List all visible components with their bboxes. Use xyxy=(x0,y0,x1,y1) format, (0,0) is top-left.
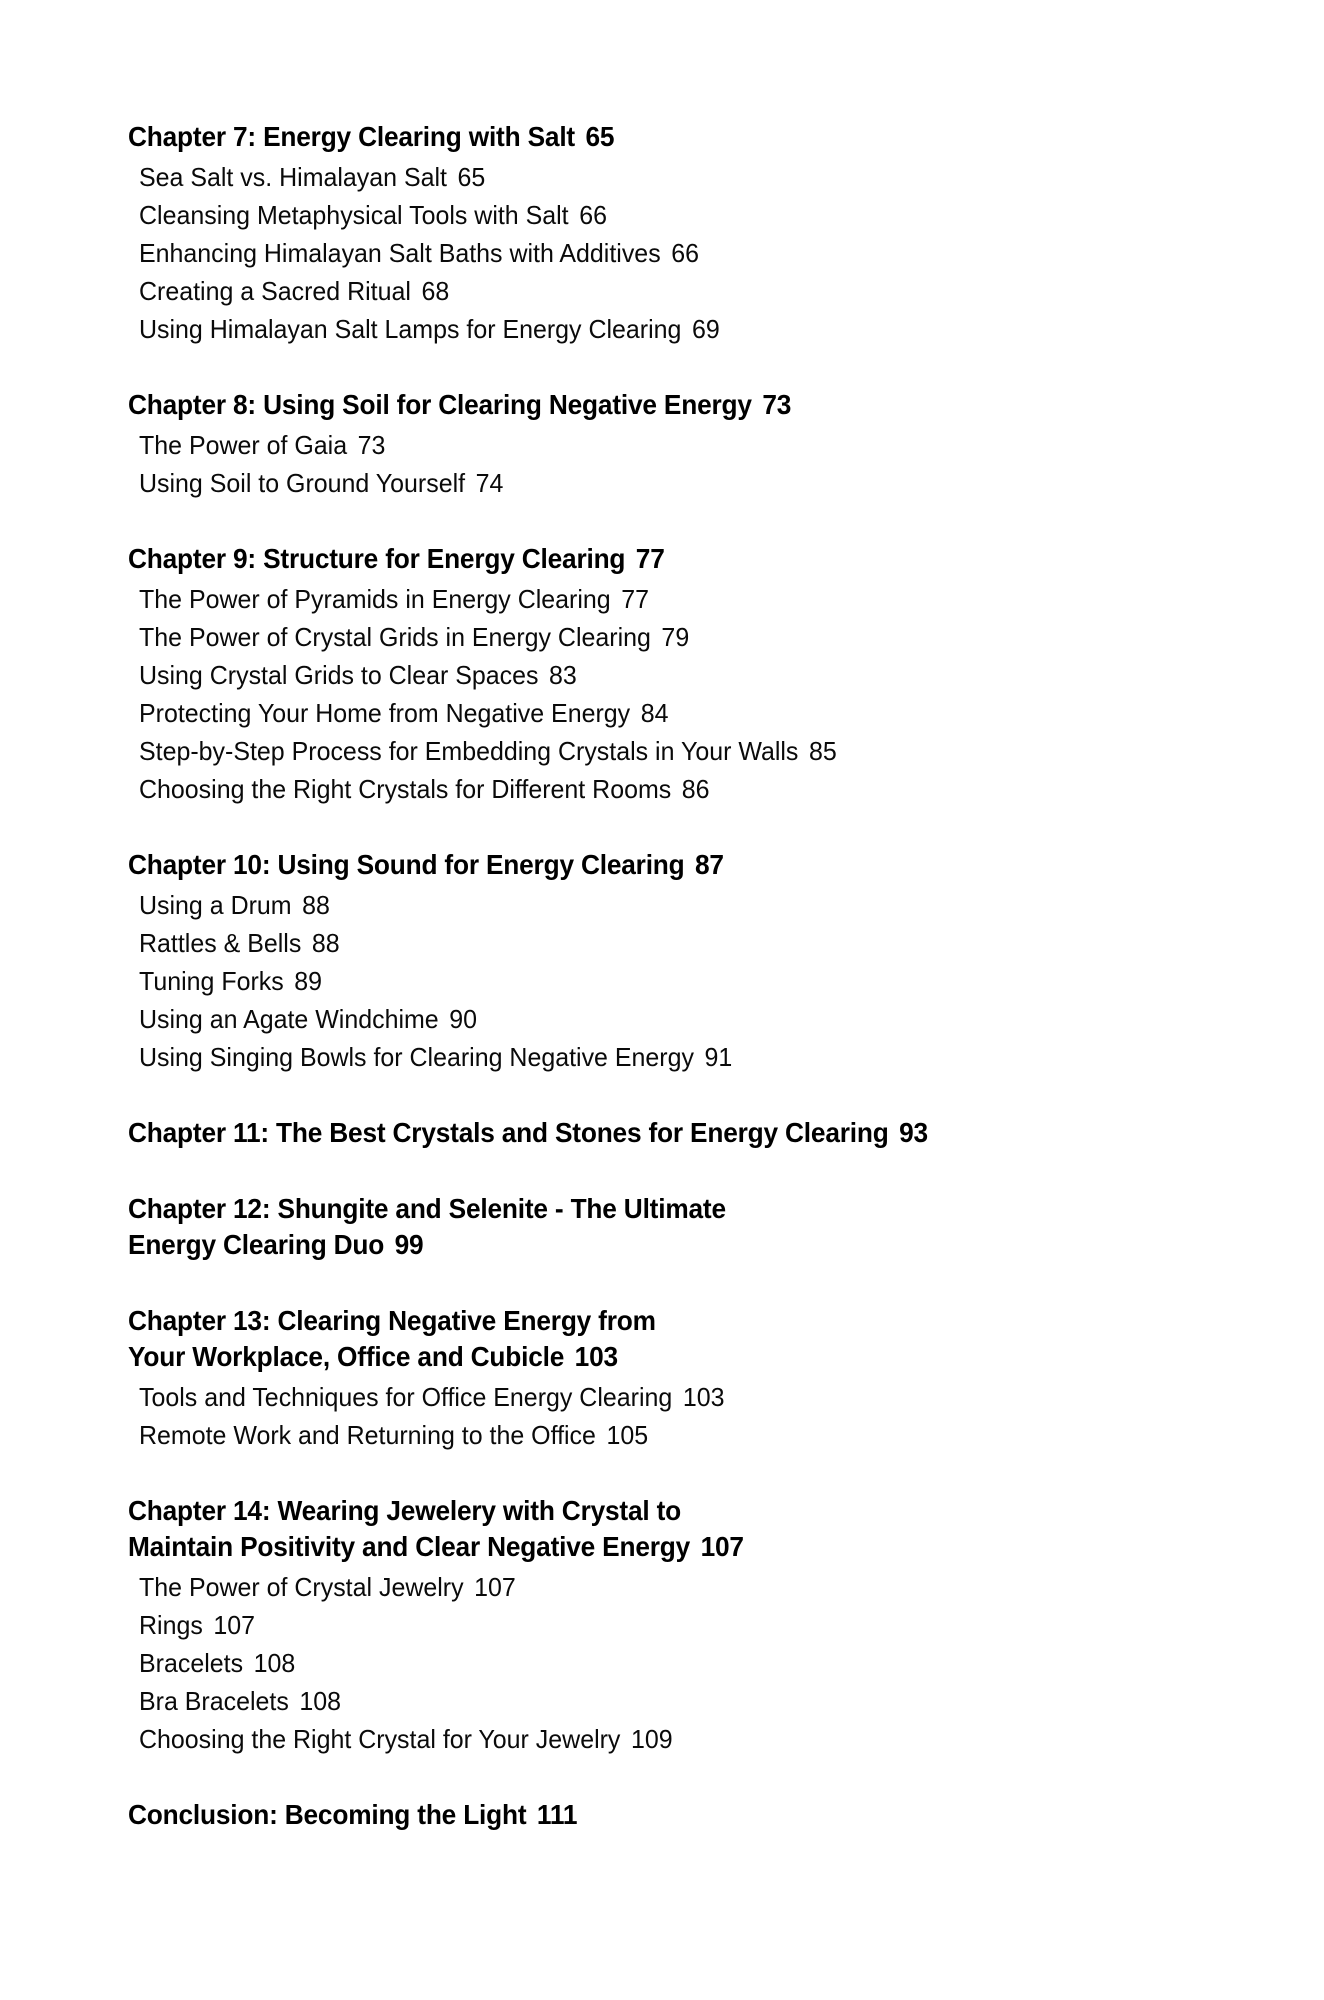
toc-subsection-page-number: 91 xyxy=(704,1042,733,1072)
toc-subsection-page-number: 73 xyxy=(357,430,386,460)
toc-subsection-label: Choosing the Right Crystal for Your Jewelry xyxy=(139,1724,621,1754)
toc-subsection-label: Cleansing Metaphysical Tools with Salt xyxy=(139,200,569,230)
toc-chapter-title[interactable] xyxy=(128,386,1175,424)
toc-subsection-item[interactable] xyxy=(139,196,1181,234)
toc-subsection-page-number: 85 xyxy=(808,736,837,766)
toc-subsection-label: Rings xyxy=(139,1610,203,1640)
toc-subsection-label: Creating a Sacred Ritual xyxy=(139,276,411,306)
toc-chapter-label: Chapter 11: The Best Crystals and Stones for Energy Clearing xyxy=(128,1117,889,1148)
toc-subsection-page-number: 108 xyxy=(253,1648,296,1678)
toc-subsection-label: Tuning Forks xyxy=(139,966,284,996)
toc-subsection-label: Using Himalayan Salt Lamps for Energy Clearing xyxy=(139,314,682,344)
toc-subsection-page-number: 86 xyxy=(681,774,710,804)
toc-subsection-item[interactable] xyxy=(139,464,1181,502)
toc-chapter-title[interactable] xyxy=(128,1302,1175,1340)
toc-subsection-page-number: 77 xyxy=(621,584,649,614)
toc-subsection-page-number: 66 xyxy=(579,200,607,230)
toc-chapter-label: Maintain Positivity and Clear Negative Energy xyxy=(128,1531,691,1562)
toc-subsection-label: Enhancing Himalayan Salt Baths with Additives xyxy=(139,238,661,268)
toc-subsection-page-number: 83 xyxy=(549,660,577,690)
toc-subsection-page-number: 90 xyxy=(449,1004,478,1034)
toc-subsection-page-number: 103 xyxy=(682,1382,725,1412)
toc-subsection-page-number: 69 xyxy=(691,314,720,344)
toc-chapter-label: Chapter 12: Shungite and Selenite - The Ultimate xyxy=(128,1193,726,1224)
toc-subsection-list xyxy=(128,886,1224,1076)
toc-subsection-item[interactable] xyxy=(139,1416,1181,1454)
toc-subsection-page-number: 88 xyxy=(311,928,340,958)
toc-subsection-label: Sea Salt vs. Himalayan Salt xyxy=(139,162,447,192)
toc-chapter-title[interactable] xyxy=(128,1528,1175,1566)
toc-subsection-list xyxy=(128,580,1224,808)
toc-chapter-page-number: 99 xyxy=(394,1229,424,1260)
toc-chapter-label: Chapter 9: Structure for Energy Clearing xyxy=(128,543,626,574)
toc-subsection-item[interactable] xyxy=(139,426,1181,464)
toc-chapter-title[interactable] xyxy=(128,1226,1175,1264)
toc-chapter-title[interactable] xyxy=(128,1796,1175,1834)
toc-subsection-item[interactable] xyxy=(139,1720,1181,1758)
toc-chapter-block xyxy=(128,540,1224,808)
toc-chapter-page-number: 111 xyxy=(536,1799,578,1830)
toc-subsection-item[interactable] xyxy=(139,1568,1181,1606)
toc-subsection-page-number: 89 xyxy=(294,966,323,996)
toc-subsection-page-number: 105 xyxy=(606,1420,649,1450)
toc-subsection-page-number: 84 xyxy=(640,698,669,728)
toc-subsection-item[interactable] xyxy=(139,580,1181,618)
toc-subsection-label: Bra Bracelets xyxy=(139,1686,289,1716)
toc-subsection-item[interactable] xyxy=(139,656,1181,694)
toc-subsection-list xyxy=(128,1568,1224,1758)
toc-subsection-page-number: 65 xyxy=(457,162,486,192)
toc-subsection-label: The Power of Gaia xyxy=(139,430,348,460)
toc-chapter-title[interactable] xyxy=(128,118,1175,156)
toc-chapter-label: Chapter 13: Clearing Negative Energy from xyxy=(128,1305,656,1336)
toc-subsection-label: Remote Work and Returning to the Office xyxy=(139,1420,596,1450)
toc-chapter-title[interactable] xyxy=(128,846,1175,884)
toc-subsection-label: Rattles & Bells xyxy=(139,928,302,958)
toc-chapter-title[interactable] xyxy=(128,1338,1175,1376)
toc-subsection-label: Protecting Your Home from Negative Energy xyxy=(139,698,631,728)
toc-chapter-page-number: 65 xyxy=(585,121,615,152)
toc-subsection-page-number: 107 xyxy=(213,1610,256,1640)
toc-subsection-item[interactable] xyxy=(139,310,1181,348)
toc-subsection-item[interactable] xyxy=(139,1644,1181,1682)
toc-chapter-block xyxy=(128,386,1224,502)
toc-subsection-page-number: 74 xyxy=(475,468,504,498)
toc-chapter-label: Chapter 14: Wearing Jewelery with Crystal to xyxy=(128,1495,682,1526)
toc-subsection-label: Bracelets xyxy=(139,1648,244,1678)
toc-subsection-item[interactable] xyxy=(139,1000,1181,1038)
toc-chapter-block xyxy=(128,1492,1224,1758)
toc-subsection-item[interactable] xyxy=(139,272,1181,310)
toc-subsection-label: Using Soil to Ground Yourself xyxy=(139,468,466,498)
toc-chapter-label: Your Workplace, Office and Cubicle xyxy=(128,1341,565,1372)
toc-subsection-page-number: 79 xyxy=(661,622,690,652)
toc-subsection-item[interactable] xyxy=(139,1606,1181,1644)
toc-chapter-label: Conclusion: Becoming the Light xyxy=(128,1799,527,1830)
toc-subsection-label: The Power of Crystal Jewelry xyxy=(139,1572,464,1602)
toc-subsection-label: Using Singing Bowls for Clearing Negative Energy xyxy=(139,1042,694,1072)
toc-subsection-list xyxy=(128,426,1224,502)
toc-chapter-title[interactable] xyxy=(128,540,1175,578)
toc-chapter-label: Chapter 7: Energy Clearing with Salt xyxy=(128,121,575,152)
toc-chapter-label: Chapter 10: Using Sound for Energy Clearing xyxy=(128,849,685,880)
table-of-contents xyxy=(128,118,1224,1834)
toc-subsection-page-number: 109 xyxy=(630,1724,673,1754)
toc-subsection-label: Using Crystal Grids to Clear Spaces xyxy=(139,660,539,690)
toc-subsection-label: Using a Drum xyxy=(139,890,292,920)
toc-subsection-page-number: 107 xyxy=(474,1572,516,1602)
toc-subsection-item[interactable] xyxy=(139,234,1181,272)
toc-subsection-list xyxy=(128,1378,1224,1454)
toc-chapter-page-number: 93 xyxy=(899,1117,928,1148)
toc-subsection-item[interactable] xyxy=(139,924,1181,962)
toc-subsection-page-number: 68 xyxy=(421,276,450,306)
toc-chapter-block xyxy=(128,1302,1224,1454)
toc-subsection-item[interactable] xyxy=(139,886,1181,924)
toc-subsection-label: The Power of Crystal Grids in Energy Clearing xyxy=(139,622,651,652)
toc-subsection-page-number: 66 xyxy=(671,238,700,268)
toc-chapter-title[interactable] xyxy=(128,1492,1175,1530)
toc-subsection-label: Tools and Techniques for Office Energy Clearing xyxy=(139,1382,673,1412)
toc-chapter-block xyxy=(128,118,1224,348)
toc-chapter-page-number: 87 xyxy=(695,849,724,880)
toc-subsection-label: Choosing the Right Crystals for Different Rooms xyxy=(139,774,672,804)
toc-subsection-item[interactable] xyxy=(139,770,1181,808)
toc-chapter-block xyxy=(128,1190,1224,1264)
toc-subsection-item[interactable] xyxy=(139,694,1181,732)
toc-chapter-page-number: 103 xyxy=(574,1341,618,1372)
toc-chapter-title[interactable] xyxy=(128,1190,1175,1228)
toc-chapter-page-number: 77 xyxy=(635,543,665,574)
toc-subsection-label: Using an Agate Windchime xyxy=(139,1004,439,1034)
toc-chapter-label: Chapter 8: Using Soil for Clearing Negative Energy xyxy=(128,389,752,420)
toc-chapter-page-number: 73 xyxy=(762,389,792,420)
toc-subsection-item[interactable] xyxy=(139,618,1181,656)
toc-chapter-block xyxy=(128,1114,1224,1152)
toc-subsection-list xyxy=(128,158,1224,348)
toc-chapter-title[interactable] xyxy=(128,1114,1175,1152)
toc-subsection-page-number: 108 xyxy=(299,1686,342,1716)
toc-chapter-page-number: 107 xyxy=(700,1531,744,1562)
toc-subsection-item[interactable] xyxy=(139,962,1181,1000)
toc-subsection-label: The Power of Pyramids in Energy Clearing xyxy=(139,584,611,614)
toc-chapter-label: Energy Clearing Duo xyxy=(128,1229,385,1260)
toc-subsection-page-number: 88 xyxy=(302,890,330,920)
toc-subsection-label: Step-by-Step Process for Embedding Crystals in Your Walls xyxy=(139,736,799,766)
toc-chapter-block xyxy=(128,1796,1224,1834)
toc-subsection-item[interactable] xyxy=(139,1378,1181,1416)
toc-chapter-block xyxy=(128,846,1224,1076)
toc-subsection-item[interactable] xyxy=(139,1682,1181,1720)
toc-subsection-item[interactable] xyxy=(139,158,1181,196)
toc-subsection-item[interactable] xyxy=(139,732,1181,770)
toc-subsection-item[interactable] xyxy=(139,1038,1181,1076)
